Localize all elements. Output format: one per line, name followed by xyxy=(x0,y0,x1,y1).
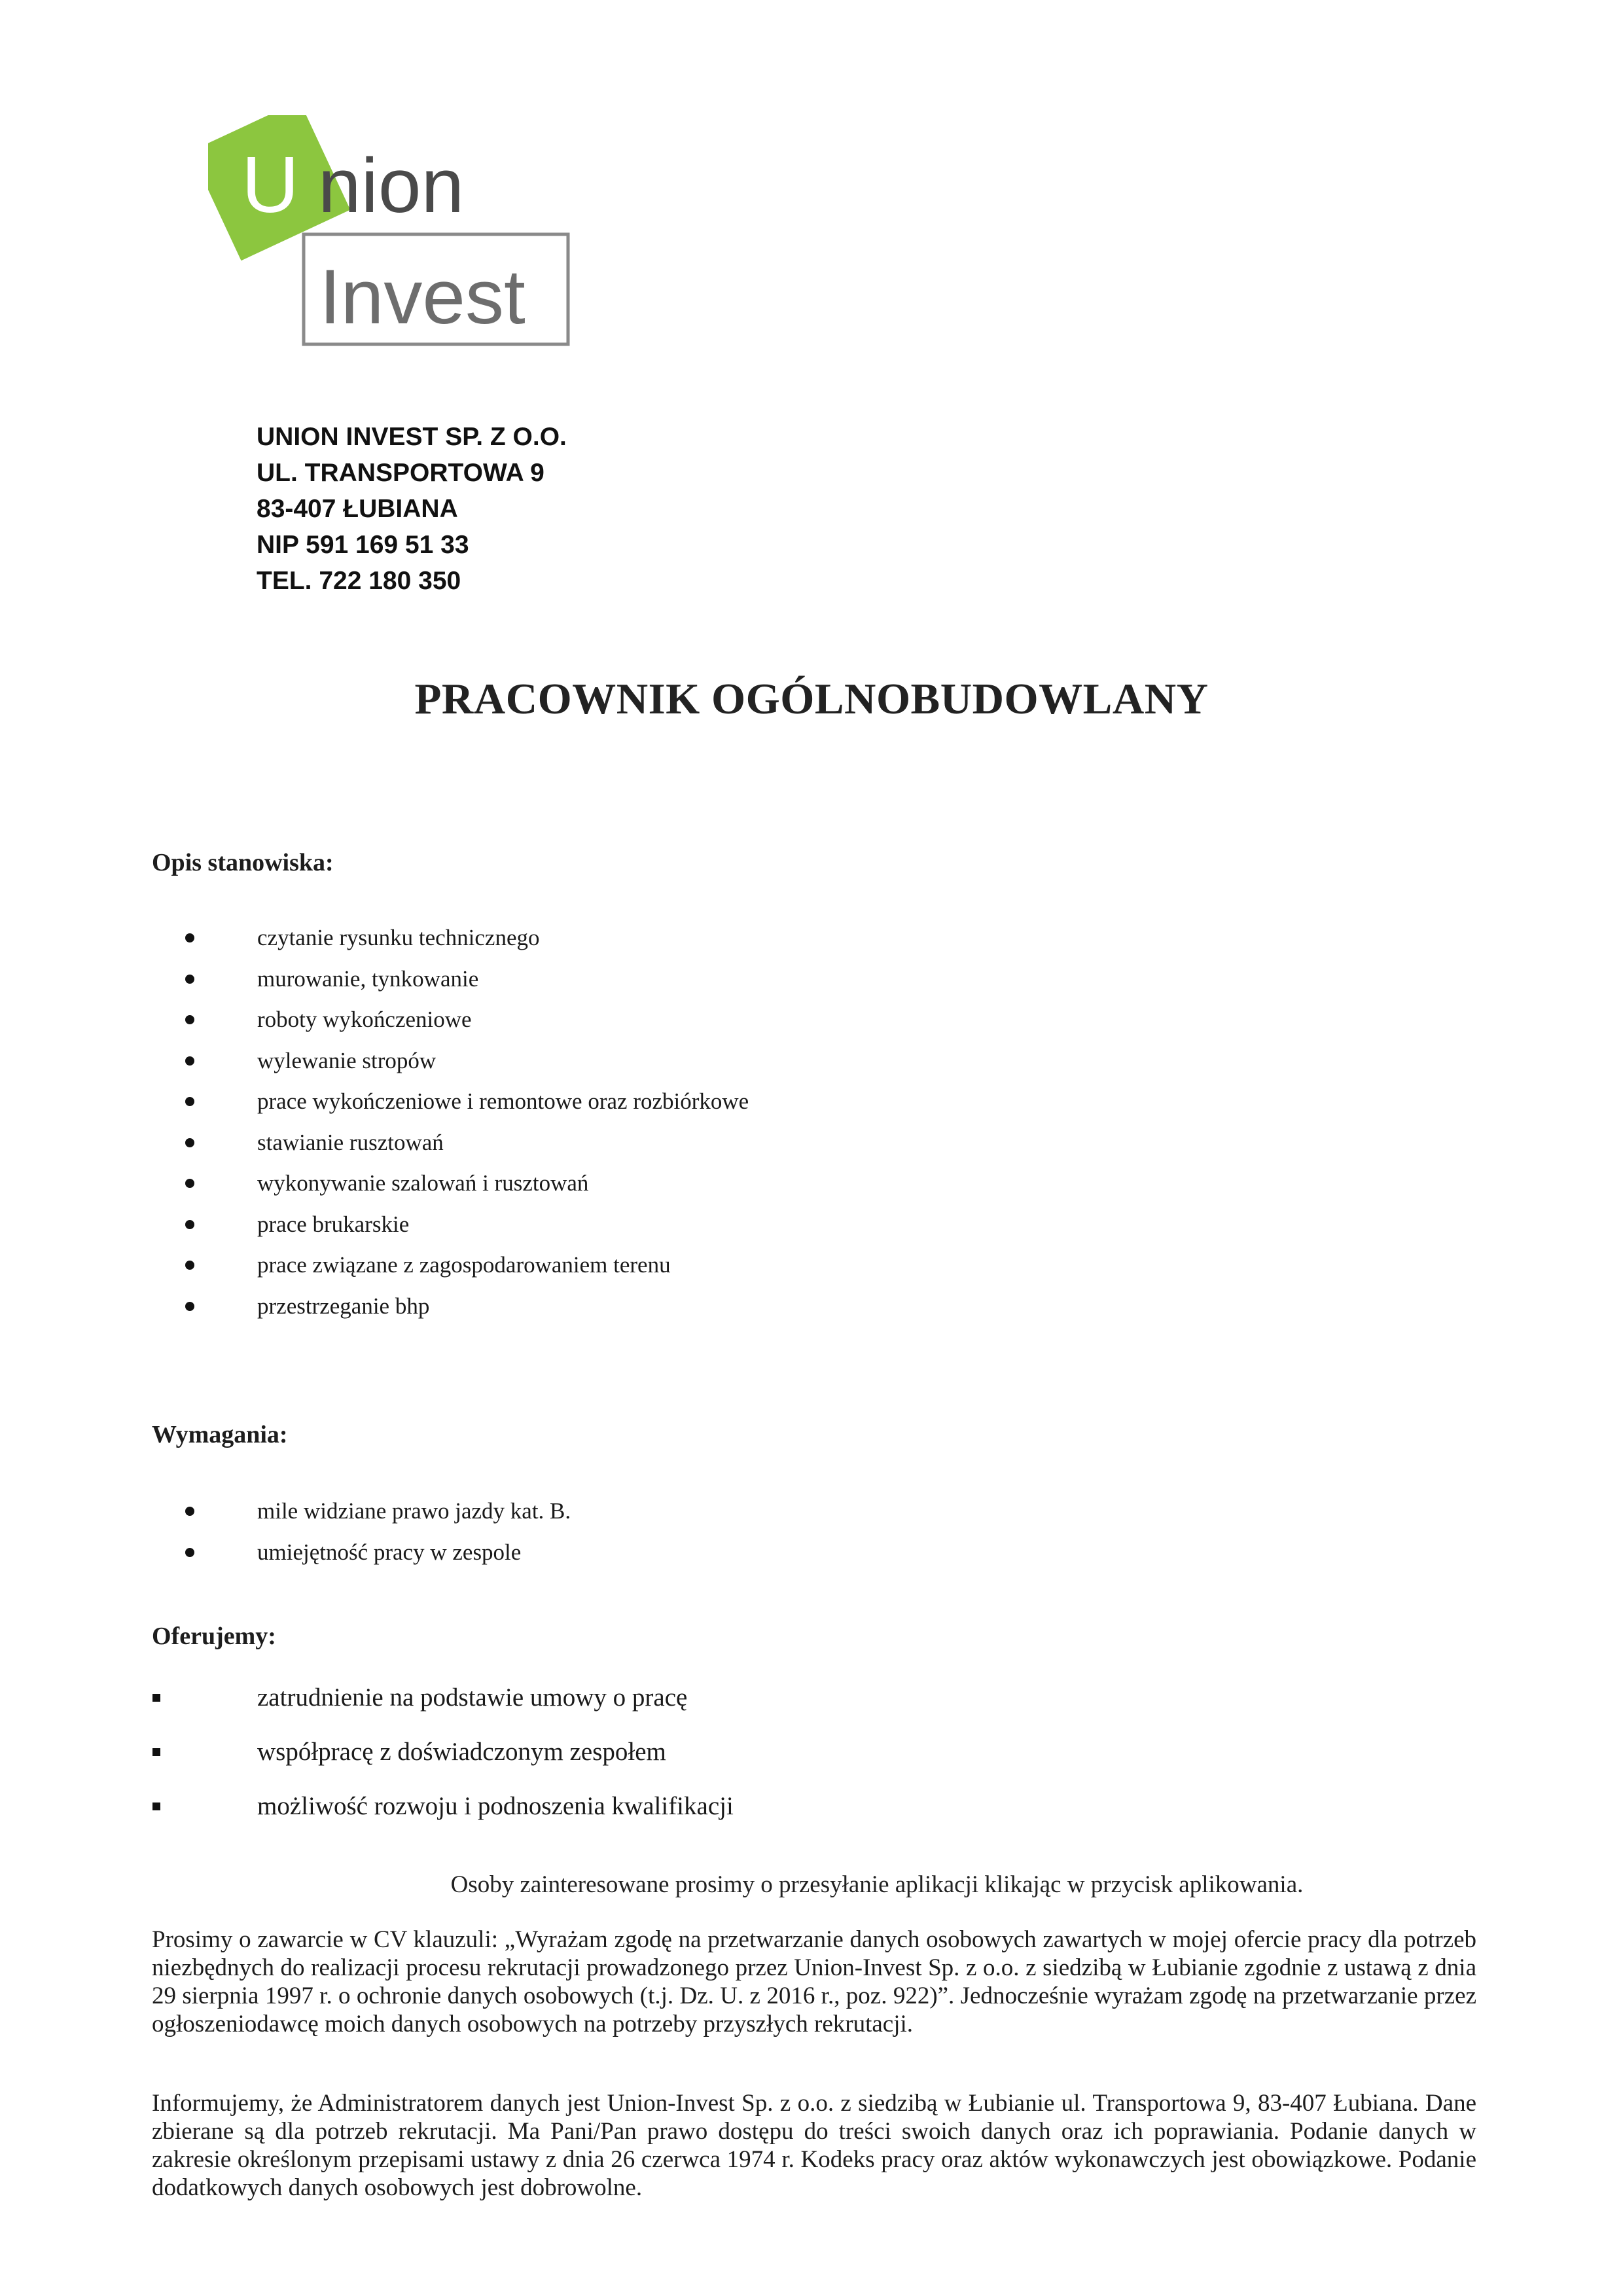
company-address xyxy=(257,419,567,599)
square-bullet-icon xyxy=(152,1803,160,1810)
company-phone: TEL. 722 180 350 xyxy=(257,567,461,595)
application-invite: Osoby zainteresowane prosimy o przesyłanie aplikacji klikając w przycisk aplikowania. xyxy=(450,1871,1304,1898)
offer-heading: Oferujemy: xyxy=(152,1623,276,1650)
union-invest-logo xyxy=(208,115,575,351)
logo-word-nion: nion xyxy=(318,143,465,229)
data-info: Informujemy, że Administratorem danych jest Union-Invest Sp. z o.o. z siedzibą w Łubianie ul. Transportowa 9, 83-407 Łubiana. Dane zbierane są dla potrzeb rekrutacji. Ma Pani/Pan prawo dostępu do treści swoich danych oraz ich poprawiania. Podanie danych w zakresie określonym przepisami ustawy z dnia 26 czerwca 1974 r. Kodeks pracy oraz aktów wykonawczych jest obowiązkowe. Podanie dodatkowych danych osobowych jest dobrowolne. xyxy=(152,2090,1476,2201)
company-nip: NIP 591 169 51 33 xyxy=(257,531,469,559)
company-street: UL. TRANSPORTOWA 9 xyxy=(257,459,544,487)
square-bullet-icon xyxy=(152,1694,160,1702)
consent-clause: Prosimy o zawarcie w CV klauzuli: „Wyrażam zgodę na przetwarzanie danych osobowych zawartych w mojej ofercie pracy dla potrzeb niezbędnych do realizacji procesu rekrutacji prowadzonego przez Union-Invest Sp. z o.o. z siedzibą w Łubianie zgodnie z ustawą z dnia 29 sierpnia 1997 r. o ochronie danych osobowych (t.j. Dz. U. z 2016 r., poz. 922)”. Jednocześnie wyrażam zgodę na przetwarzanie przez ogłoszeniodawcę moich danych osobowych na potrzeby przyszłych rekrutacji. xyxy=(152,1926,1476,2037)
bullet-icon xyxy=(185,975,194,984)
bullet-icon xyxy=(185,1138,194,1147)
square-bullet-icon xyxy=(152,1748,160,1756)
bullet-icon xyxy=(185,1220,194,1229)
logo-letter: U xyxy=(241,140,300,229)
company-city: 83-407 ŁUBIANA xyxy=(257,495,458,523)
bullet-icon xyxy=(185,1507,194,1516)
bullet-icon xyxy=(185,1056,194,1066)
bullet-icon xyxy=(185,1548,194,1557)
bullet-icon xyxy=(185,1261,194,1270)
description-heading: Opis stanowiska: xyxy=(152,849,334,876)
logo-word-invest: Invest xyxy=(319,254,526,340)
bullet-icon xyxy=(185,1015,194,1024)
company-name: UNION INVEST SP. Z O.O. xyxy=(257,423,567,451)
job-title: PRACOWNIK OGÓLNOBUDOWLANY xyxy=(414,675,1209,723)
bullet-icon xyxy=(185,1179,194,1188)
bullet-icon xyxy=(185,1097,194,1106)
requirements-heading: Wymagania: xyxy=(152,1421,288,1448)
bullet-icon xyxy=(185,1302,194,1311)
bullet-icon xyxy=(185,933,194,942)
company-logo xyxy=(208,115,575,351)
